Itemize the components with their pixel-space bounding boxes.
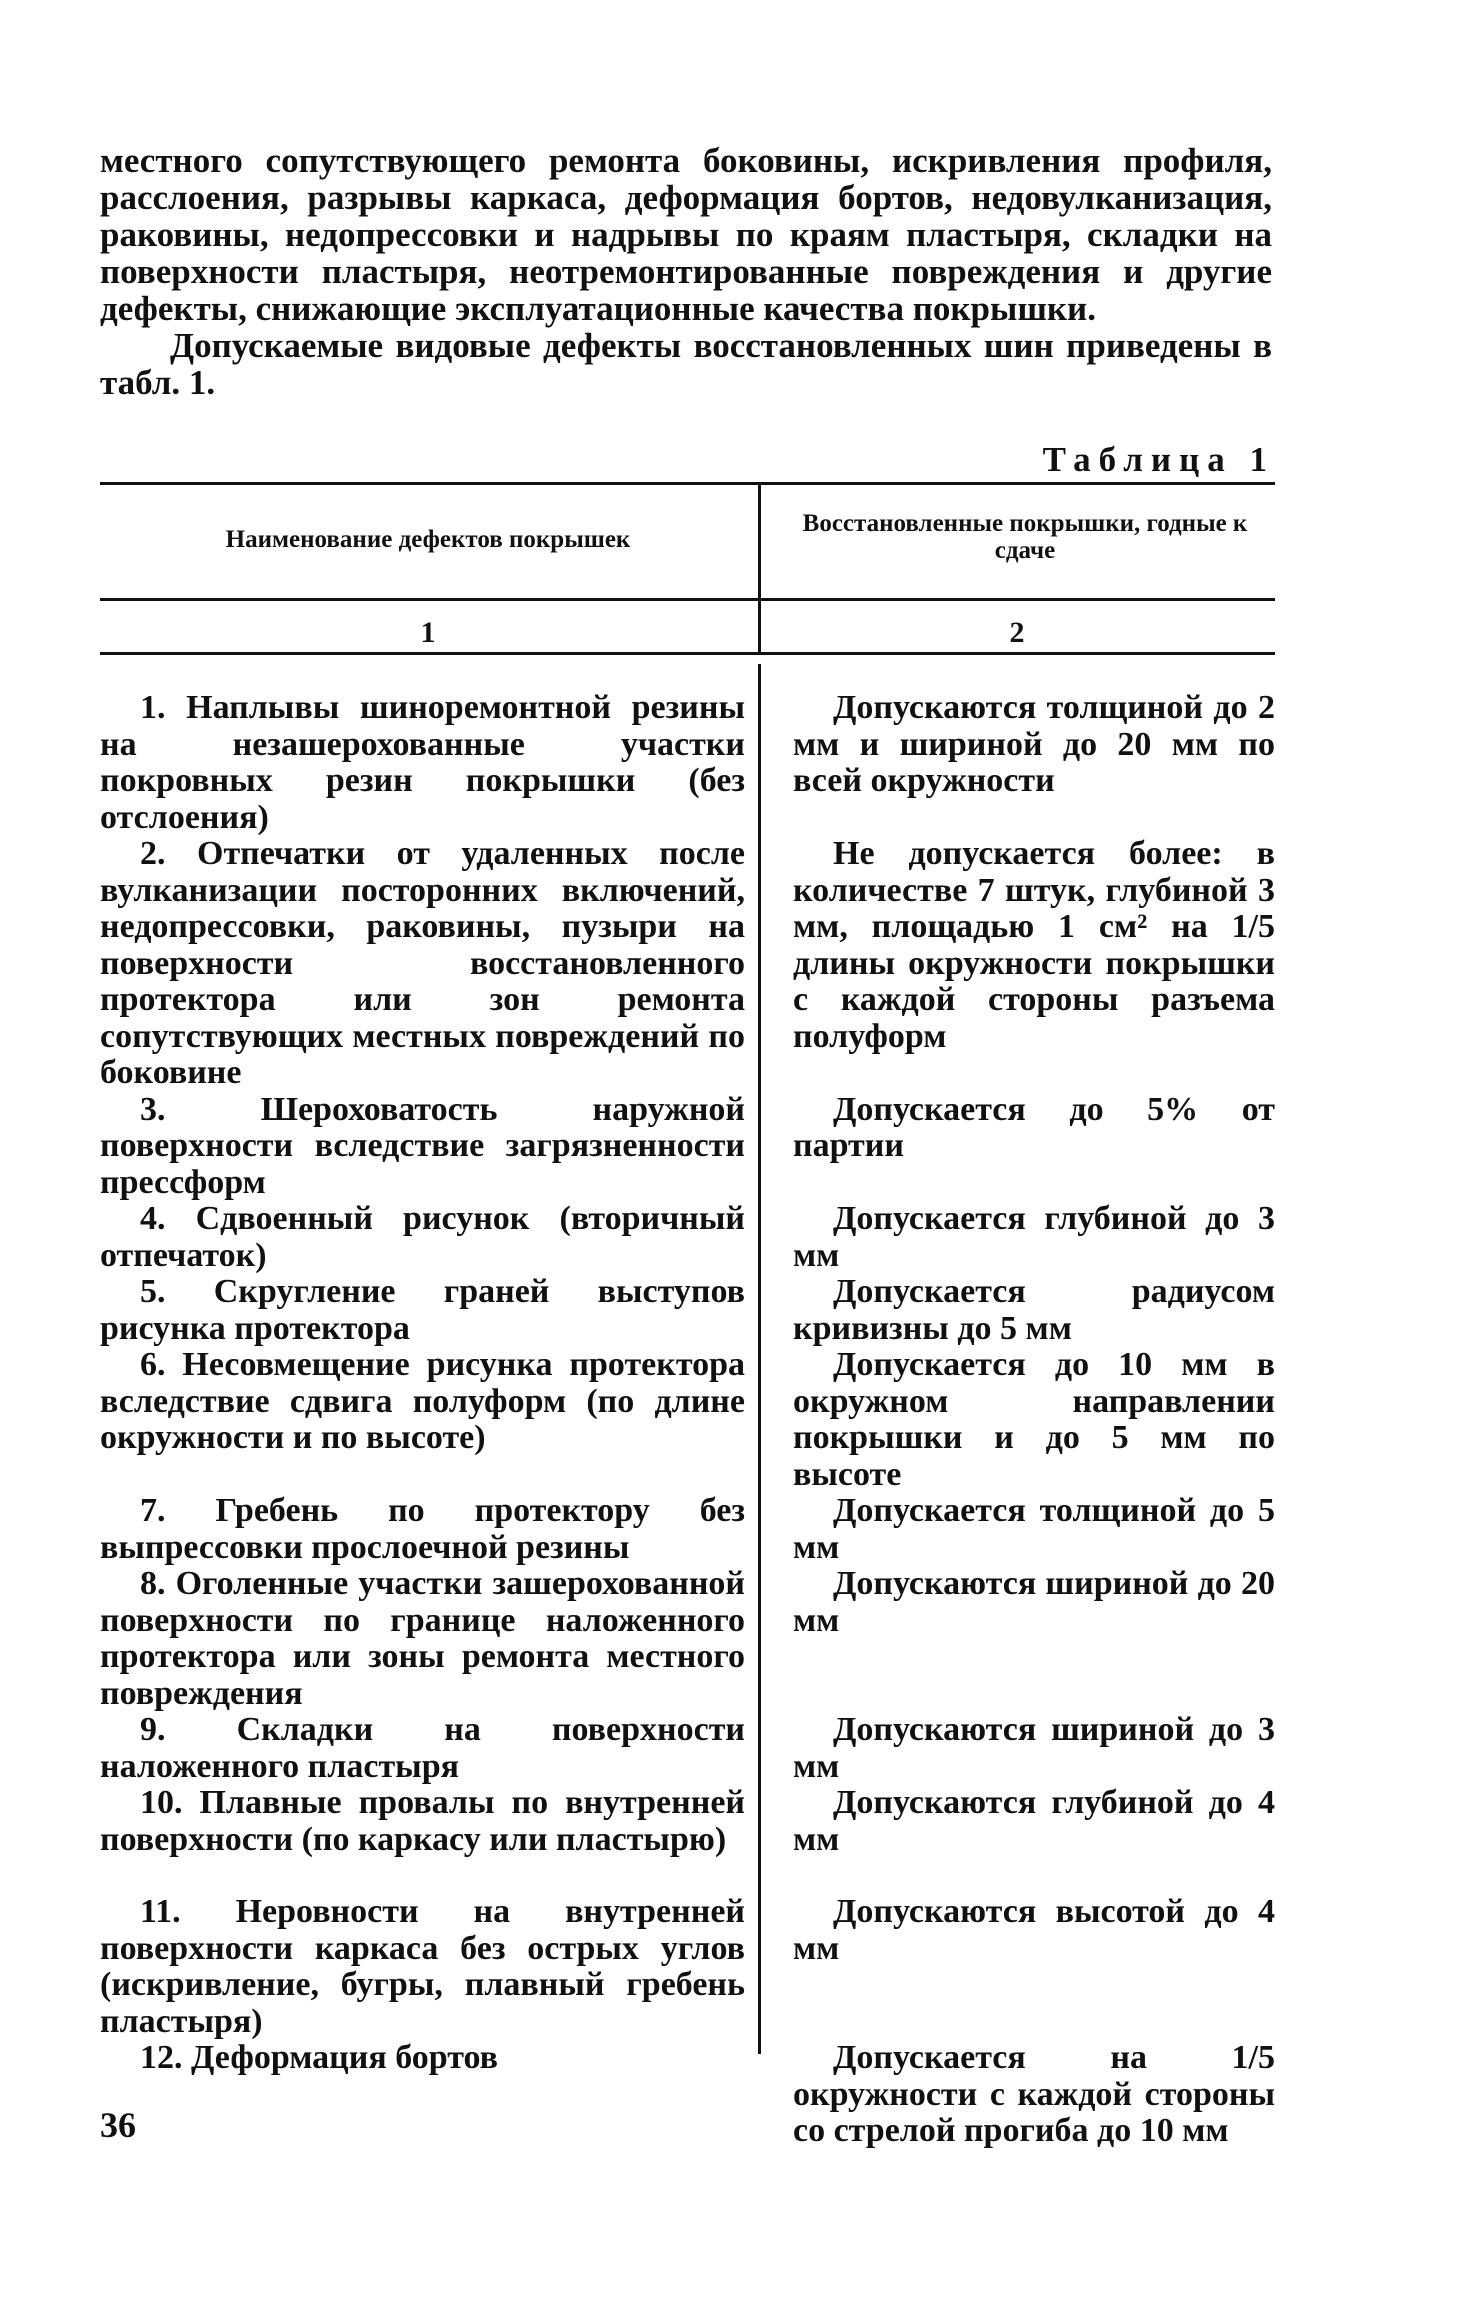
header-restored-tires: Восстановленные покрышки, годные к сдаче [802,510,1248,564]
allowance-cell: Допускаются глубиной до 4 мм [793,1784,1275,1858]
numbers-column-divider [758,600,761,652]
allowance-cell: Допускаются шириной до 3 мм [793,1711,1275,1785]
allowance-cell: Допускается до 10 мм в окружном направлении покрышки и до 5 мм по высоте [793,1346,1275,1493]
column-number-2: 2 [1009,616,1025,649]
defect-cell: 5. Скругление граней выступов рисунка протектора [100,1273,745,1347]
defect-cell: 6. Несовмещение рисунка протектора вследствие сдвига полуформ (по длине окружности и по высоте) [100,1346,745,1456]
table-header-rule [100,598,1275,601]
allowance-cell: Допускаются толщиной до 2 мм и шириной до 20 мм по всей окружности [793,689,1275,799]
defect-cell: 10. Плавные провалы по внутренней поверхности (по каркасу или пластырю) [100,1784,745,1858]
defect-cell: 12. Деформация бортов [140,2039,499,2076]
intro-paragraph-1: местного сопутствующего ремонта боковины, искривления профиля, расслоения, разрывы каркаса, деформация бортов, недовулканизация, раковины, недопрессовки и надрывы по краям пластыря, складки на поверхности пластыря, неотремонтированные повреждения и другие дефекты, снижающие эксплуатационные качества покрышки. [100,141,1272,328]
table-row [100,1347,1275,1493]
allowance-cell: Допускается глубиной до 3 мм [793,1200,1275,1274]
defect-cell: 11. Неровности на внутренней поверхности каркаса без острых углов (искривление, бугры, плавный гребень пластыря) [100,1893,745,2040]
allowance-cell: Допускается радиусом кривизны до 5 мм [793,1273,1275,1347]
table-row [100,1894,1275,2040]
intro-paragraph-2: Допускаемые видовые дефекты восстановленных шин приведены в табл. 1. [100,326,1272,402]
table-top-rule [100,482,1275,485]
allowance-cell: Допускается на 1/5 окружности с каждой стороны со стрелой прогиба до 10 мм [793,2039,1275,2149]
header-defects: Наименование дефектов покрышек [225,526,631,553]
table-row [100,1274,1275,1347]
defect-cell: 3. Шероховатость наружной поверхности вследствие загрязненности прессформ [100,1090,745,1201]
table-body [100,690,1275,2150]
table-row [100,1092,1275,1202]
defect-cell: 8. Оголенные участки зашерохованной поверхности по границе наложенного протектора или зоны ремонта местного повреждения [100,1565,745,1712]
intro-text [100,142,1272,401]
table-row [100,1201,1275,1274]
allowance-cell: Не допускается более: в количестве 7 штук, глубиной 3 мм, площадью 1 см² на 1/5 длины окружности покрышки с каждой стороны разъема полуформ [793,835,1275,1055]
column-number-1: 1 [420,616,436,649]
table-numbers-rule [100,652,1275,655]
table-row [100,1712,1275,1785]
defect-cell: 4. Сдвоенный рисунок (вторичный отпечаток) [100,1200,745,1274]
table-row [100,836,1275,1092]
table-row [100,1493,1275,1566]
allowance-cell: Допускается до 5% от партии [793,1090,1275,1164]
table-caption: Таблица 1 [1042,440,1275,479]
allowance-cell: Допускается толщиной до 5 мм [793,1492,1275,1566]
table-row [100,1566,1275,1712]
header-column-divider [758,484,761,598]
page-number: 36 [100,2105,136,2145]
allowance-cell: Допускаются высотой до 4 мм [793,1893,1275,1967]
table-row [100,1785,1275,1894]
defect-cell: 1. Наплывы шиноремонтной резины на незашерохованные участки покровных резин покрышки (без отслоения) [100,689,745,836]
table-row [100,690,1275,836]
defect-cell: 9. Складки на поверхности наложенного пластыря [100,1711,745,1785]
defect-cell: 7. Гребень по протектору без выпрессовки прослоечной резины [100,1492,745,1566]
table-row [100,2040,1275,2150]
defect-cell: 2. Отпечатки от удаленных после вулканизации посторонних включений, недопрессовки, раковины, пузыри на поверхности восстановленного протектора или зон ремонта сопутствующих местных повреждений по боковине [100,835,745,1091]
allowance-cell: Допускаются шириной до 20 мм [793,1565,1275,1639]
